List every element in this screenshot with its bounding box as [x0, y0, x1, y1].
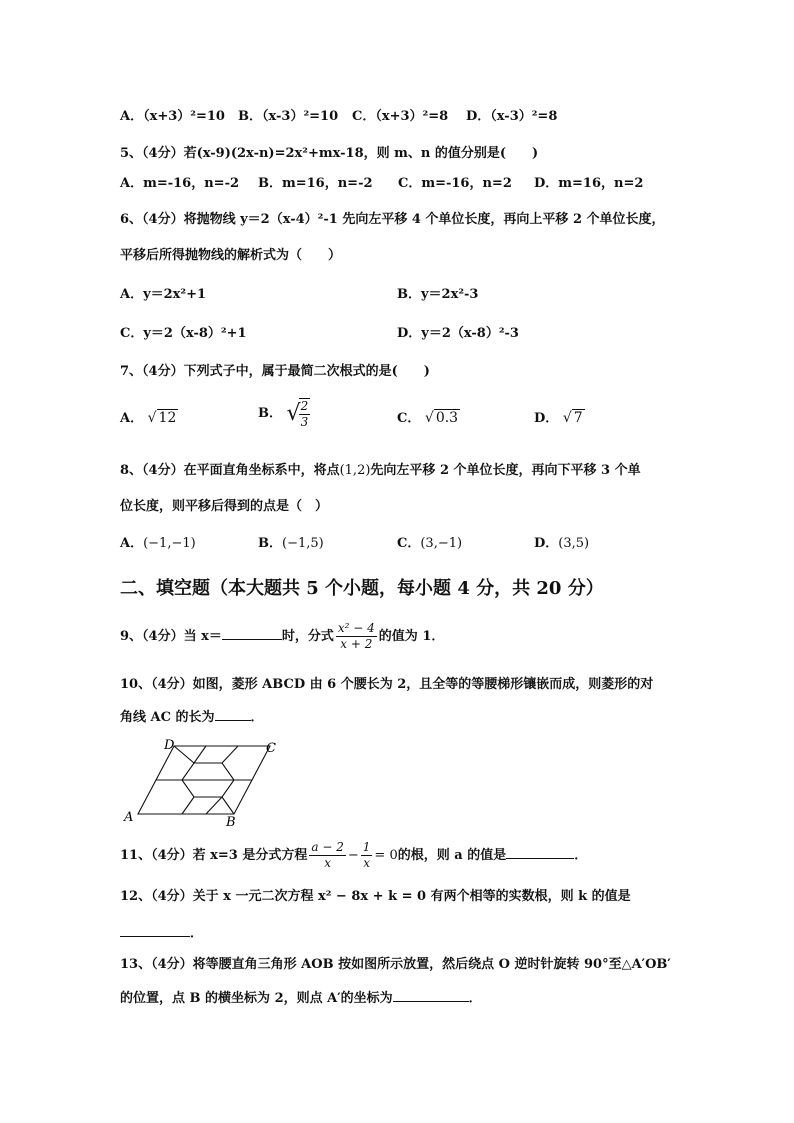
q4-option-a: A．（x+3）²=10: [120, 109, 225, 124]
q11-prefix: 11、（4分）若 x=3 是分式方程: [120, 848, 308, 863]
segment-bottom-right: [206, 797, 222, 814]
q6-stem-line2: 平移后所得抛物线的解析式为（ ）: [120, 248, 342, 263]
q8-option-d: [534, 534, 589, 554]
q5-option-b: B．m=16，n=-2: [258, 176, 373, 191]
q11-numerator-2: 1: [362, 840, 371, 854]
q9-prefix: 9、（4分）当 x＝: [120, 629, 222, 644]
label-c: C: [266, 741, 276, 756]
q11-stem: [120, 838, 587, 874]
q13-stem-line1: 13、（4分）将等腰直角三角形 AOB 按如图所示放置，然后绕点 O 逆时针旋转 90°至△A′OB′: [120, 957, 671, 972]
q11-denominator-1: x: [324, 856, 332, 870]
q7-option-b-radical: √: [286, 401, 301, 426]
q13-answer-blank[interactable]: [393, 987, 469, 1002]
q9-answer-blank[interactable]: [222, 625, 282, 640]
q8-point: (1,2): [339, 463, 371, 478]
q6-option-c: C．y＝2（x-8）²+1: [120, 326, 247, 341]
q11-end: ．: [574, 848, 588, 863]
q7-option-a: [120, 408, 178, 429]
q7-option-b: [258, 398, 312, 430]
rhombus-figure: [118, 732, 288, 832]
q10-stem-line1: 10、（4分）如图，菱形 ABCD 由 6 个腰长为 2，且全等的等腰梯形镶嵌而成，则菱形的对: [120, 677, 654, 692]
q9-mid: 时，分式: [281, 629, 334, 644]
q9-suffix: 的值为 1．: [378, 629, 445, 644]
q7-option-c: [397, 408, 460, 429]
q7-option-d-radical: √ 7: [562, 410, 583, 426]
q4-option-b: B．（x-3）²=10: [238, 109, 339, 124]
q5-option-c: C．m=-16，n=2: [398, 176, 512, 191]
q13-line2-part-a: 的位置，点 B 的横坐标为 2，则点 A′的坐标为: [120, 991, 393, 1006]
segment-top-right: [222, 746, 238, 763]
q8-line1-part-a: 8、（4分）在平面直角坐标系中，将点: [120, 463, 340, 478]
q7-option-d-label: D．: [534, 411, 559, 426]
q7-option-a-radical: √ 12: [147, 410, 177, 426]
q4-option-d: D．（x-3）²=8: [466, 109, 558, 124]
q8-stem-line1: [120, 461, 641, 481]
q13-stem-line2: [120, 987, 482, 1009]
q12-end: ．: [190, 926, 204, 941]
q7-option-a-radicand: 12: [158, 410, 177, 426]
q5-stem: [120, 144, 538, 164]
q6-option-b: B．y＝2x²-3: [397, 287, 479, 302]
section-2-title: 二、填空题（本大题共 5 个小题，每小题 4 分，共 20 分）: [120, 578, 604, 599]
q8-option-b: [258, 534, 324, 554]
q7-option-b-numerator: 2: [300, 399, 309, 413]
q6-stem-line1: 6、（4分）将抛物线 y＝2（x-4）²-1 先向左平移 4 个单位长度，再向上平移 2 个单位长度，: [120, 212, 665, 227]
q8-stem-line2: 位长度，则平移后得到的点是（ ）: [120, 499, 329, 514]
q10-answer-blank[interactable]: [215, 706, 251, 721]
q7-stem: 7、（4分）下列式子中，属于最简二次根式的是( ): [120, 364, 430, 379]
q8-option-a-label: A．: [120, 536, 144, 551]
label-a: A: [124, 810, 134, 825]
q11-fraction-1: [309, 840, 345, 871]
q5-prefix: 5、（4分）若: [120, 146, 197, 161]
q8-option-a-value: (−1,−1): [143, 536, 196, 551]
q10-stem-line2: [120, 706, 264, 728]
q8-option-a: [120, 534, 196, 554]
q4-option-c: C．（x+3）²=8: [352, 109, 449, 124]
q7-option-d-radicand: 7: [573, 410, 583, 426]
q11-fraction-2: [361, 840, 373, 871]
q9-stem: [120, 620, 444, 654]
q11-equals: = 0: [374, 848, 398, 863]
q11-answer-blank[interactable]: [506, 844, 574, 859]
q8-option-b-value: (−1,5): [282, 536, 324, 551]
q7-option-c-radicand: 0.3: [435, 410, 459, 426]
q7-option-b-fraction: [299, 398, 311, 430]
q5-option-a: A．m=-16，n=-2: [120, 176, 240, 191]
q5-suffix: ，则 m、n 的值分别是( ): [363, 146, 539, 161]
q9-fraction: [336, 621, 377, 652]
q5-option-d: D．m=16，n=2: [534, 176, 644, 191]
q12-stem-line1: 12、（4分）关于 x 一元二次方程 x² − 8x + k = 0 有两个相等的实数根，则 k 的值是: [120, 889, 631, 904]
q10-line2-part-b: ．: [250, 710, 264, 725]
q11-denominator-2: x: [363, 856, 370, 870]
q9-numerator: x² − 4: [337, 621, 375, 635]
q7-option-d: [534, 408, 585, 429]
q8-option-d-value: (3,5): [558, 536, 590, 551]
segment-bottom-left: [182, 797, 194, 814]
q7-option-b-denominator: 3: [300, 415, 309, 429]
q8-option-d-label: D．: [534, 536, 559, 551]
label-d: D: [164, 738, 175, 753]
q7-option-c-radical: √ 0.3: [424, 410, 459, 426]
q6-option-a: A．y＝2x²+1: [120, 287, 207, 302]
q7-option-b-label: B．: [258, 406, 282, 421]
q11-operator: −: [347, 848, 359, 863]
q10-line2-part-a: 角线 AC 的长为: [120, 710, 215, 725]
q8-option-c-value: (3,−1): [420, 536, 463, 551]
q7-option-a-label: A．: [120, 411, 144, 426]
q7-option-c-label: C．: [397, 411, 421, 426]
q13-line2-part-b: ．: [468, 991, 482, 1006]
q8-option-c-label: C．: [397, 536, 421, 551]
q11-suffix: 的根，则 a 的值是: [397, 848, 507, 863]
q8-option-c: [397, 534, 462, 554]
q12-answer-blank[interactable]: [120, 922, 190, 937]
q5-expression: (x-9)(2x-n)=2x²+mx-18: [196, 146, 364, 161]
q8-option-b-label: B．: [258, 536, 282, 551]
segment-top-left: [194, 746, 206, 763]
q8-line1-part-b: 先向左平移 2 个单位长度，再向下平移 3 个单: [370, 463, 641, 478]
segment-d-to-hex: [174, 746, 194, 763]
q11-numerator-1: a − 2: [311, 840, 344, 854]
q12-stem-line2: [120, 922, 203, 944]
q6-option-d: D．y＝2（x-8）²-3: [397, 326, 519, 341]
q9-denominator: x + 2: [340, 637, 373, 651]
segment-b-to-hex: [222, 797, 234, 814]
label-b: B: [226, 815, 236, 830]
